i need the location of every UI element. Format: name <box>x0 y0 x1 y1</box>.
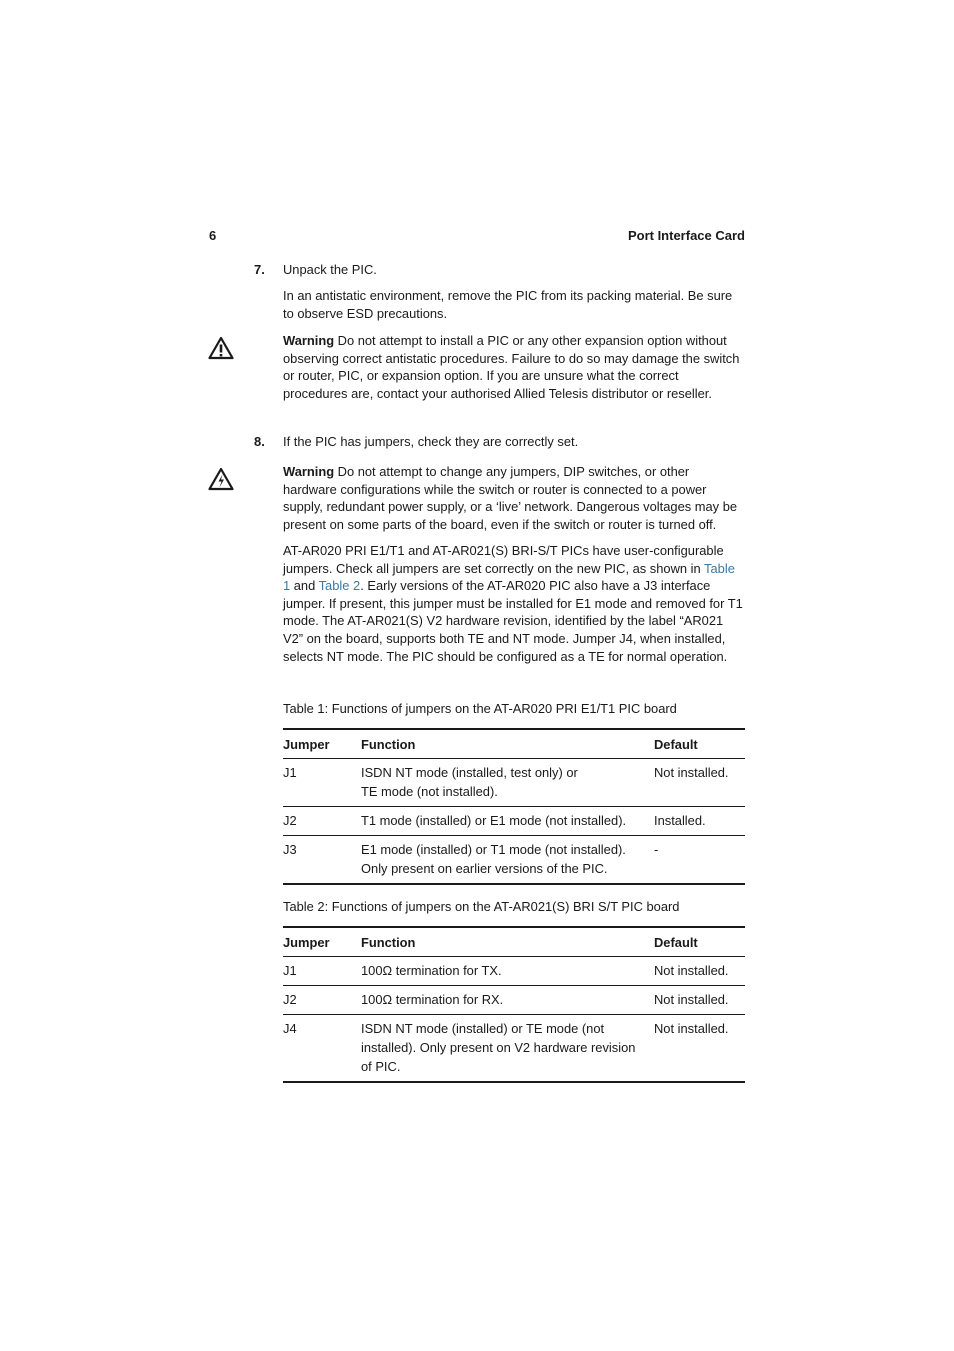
warning-triangle-lightning-icon <box>208 467 234 491</box>
warning-1-body: Do not attempt to install a PIC or any other expansion option without observing correct antistatic procedures. Failure to do so may damage the switch or router, PIC, or expansion option. If you are unsure what the correct procedures are, contact your authorised Allied Telesis distributor or reseller. <box>283 333 740 401</box>
paragraph-part-2: and <box>290 578 319 594</box>
table-2 <box>283 926 745 1083</box>
table-row <box>283 836 745 885</box>
page-number: 6 <box>209 228 217 243</box>
paragraph-part-3: . Early versions of the AT-AR020 PIC also have a J3 interface jumper. If present, this jumper must be installed for E1 mode and removed for T1 mode. The AT-AR021(S) V2 hardware revision, identified by the label “AR021 V2” on the board, supports both TE and NT mode. Jumper J4, when installed, selects NT mode. The PIC should be configured as a TE for normal operation. <box>283 578 743 664</box>
table-1-header-function: Function <box>361 729 654 759</box>
table-row <box>283 759 745 807</box>
function-cell: ISDN NT mode (installed) or TE mode (not installed). Only present on V2 hardware revision of PIC. <box>361 1015 654 1083</box>
table-1 <box>283 728 745 885</box>
table-1-caption: Table 1: Functions of jumpers on the AT-AR020 PRI E1/T1 PIC board <box>283 701 677 716</box>
table-2-caption: Table 2: Functions of jumpers on the AT-AR021(S) BRI S/T PIC board <box>283 899 680 914</box>
jumper-cell: J2 <box>283 986 361 1015</box>
table-1-header-default: Default <box>654 729 745 759</box>
warning-2-text <box>283 463 745 533</box>
function-cell: 100Ω termination for RX. <box>361 986 654 1015</box>
warning-1-label: Warning <box>283 333 335 348</box>
warning-triangle-exclamation-icon <box>208 336 234 360</box>
table-row <box>283 1015 745 1083</box>
table-1-link[interactable]: Table 1 <box>283 560 735 594</box>
table-2-header-default: Default <box>654 927 745 957</box>
table-row <box>283 986 745 1015</box>
default-cell: Installed. <box>654 807 745 836</box>
jumper-cell: J3 <box>283 836 361 885</box>
function-cell <box>361 759 654 807</box>
step-7-text: Unpack the PIC. <box>283 262 377 277</box>
warning-1-text <box>283 332 745 402</box>
running-header-title: Port Interface Card <box>627 228 745 243</box>
step-7-number: 7. <box>254 262 265 277</box>
jumper-cell: J1 <box>283 957 361 986</box>
function-cell <box>361 807 654 836</box>
warning-2-label: Warning <box>283 464 335 479</box>
table-row <box>283 957 745 986</box>
paragraph-part-1: AT-AR020 PRI E1/T1 and AT-AR021(S) BRI-S/T PICs have user-configurable jumpers. Check all jumpers are set correctly on the new PIC, as shown in <box>283 543 724 576</box>
table-2-header-function: Function <box>361 927 654 957</box>
step-8-number: 8. <box>254 434 265 449</box>
default-cell: Not installed. <box>654 986 745 1015</box>
table-2-link[interactable]: Table 2 <box>318 578 361 594</box>
function-line: T1 mode (installed) or E1 mode (not installed). <box>361 813 627 828</box>
jumper-description-paragraph <box>283 542 745 665</box>
warning-2-body: Do not attempt to change any jumpers, DIP switches, or other hardware configurations while the switch or router is connected to a power supply, redundant power supply, or a ‘live’ network. Dangerous voltages may be present on some parts of the board, even if the switch or router is turned off. <box>283 464 738 532</box>
function-line: ISDN NT mode (installed, test only) or <box>361 765 578 780</box>
table-2-header-jumper: Jumper <box>283 927 361 957</box>
table-1-header-jumper: Jumper <box>283 729 361 759</box>
jumper-cell: J4 <box>283 1015 361 1083</box>
jumper-cell: J2 <box>283 807 361 836</box>
step-7-detail: In an antistatic environment, remove the PIC from its packing material. Be sure to observe ESD precautions. <box>283 288 733 321</box>
step-8-text: If the PIC has jumpers, check they are correctly set. <box>283 434 579 449</box>
table-row <box>283 807 745 836</box>
default-cell: Not installed. <box>654 1015 745 1083</box>
function-cell: 100Ω termination for TX. <box>361 957 654 986</box>
function-line: Only present on earlier versions of the PIC. <box>361 861 608 876</box>
default-cell: - <box>654 836 745 885</box>
function-line: TE mode (not installed). <box>361 784 498 799</box>
function-cell <box>361 836 654 885</box>
default-cell: Not installed. <box>654 957 745 986</box>
function-line: E1 mode (installed) or T1 mode (not installed). <box>361 842 626 857</box>
default-cell: Not installed. <box>654 759 745 807</box>
jumper-cell: J1 <box>283 759 361 807</box>
